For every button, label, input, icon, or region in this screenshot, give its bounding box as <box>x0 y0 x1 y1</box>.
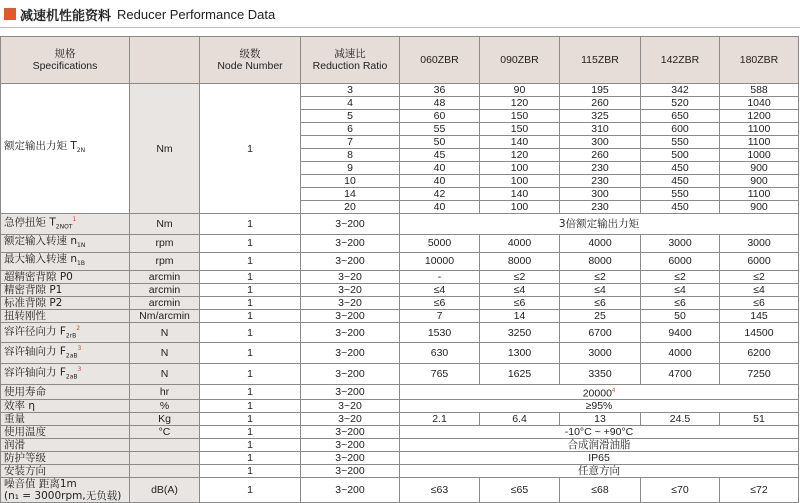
table-row <box>1 426 799 439</box>
table-cell: 3~200 <box>301 309 400 322</box>
table-cell: ≤2 <box>641 270 720 283</box>
table-cell: 8000 <box>560 252 641 270</box>
cell-text: 2aB <box>65 352 78 360</box>
cell-text: 急停扭矩 T <box>4 216 56 229</box>
table-cell: 900 <box>720 162 799 175</box>
table-cell: 1 <box>200 400 301 413</box>
table-cell: ≤4 <box>480 283 560 296</box>
table-cell: ≤6 <box>641 296 720 309</box>
table-cell: 40 <box>400 175 480 188</box>
table-cell: 1 <box>200 363 301 384</box>
table-cell: 1 <box>200 309 301 322</box>
table-cell: 10 <box>301 175 400 188</box>
table-cell: 900 <box>720 201 799 214</box>
table-cell: 标准背隙 P2 <box>1 296 130 309</box>
table-row <box>1 478 799 503</box>
performance-table <box>0 36 799 503</box>
table-cell: 3250 <box>480 322 560 343</box>
table-row <box>1 439 799 452</box>
table-cell: 1000 <box>720 149 799 162</box>
table-cell: 51 <box>720 413 799 426</box>
table-cell: ≤6 <box>720 296 799 309</box>
table-cell: 150 <box>480 110 560 123</box>
cell-text: 2aB <box>65 373 78 381</box>
table-cell: 14500 <box>720 322 799 343</box>
table-cell: 3350 <box>560 363 641 384</box>
table-row <box>1 234 799 252</box>
table-cell: 50 <box>641 309 720 322</box>
table-cell: 310 <box>560 123 641 136</box>
table-cell: rpm <box>130 234 200 252</box>
table-cell: 450 <box>641 201 720 214</box>
table-cell: 使用温度 <box>1 426 130 439</box>
table-cell: 120 <box>480 149 560 162</box>
table-cell: hr <box>130 384 200 400</box>
cell-text: 3 <box>77 345 82 353</box>
table-cell: Kg <box>130 413 200 426</box>
table-cell: 重量 <box>1 413 130 426</box>
cell-unit: Nm <box>130 84 200 214</box>
title-en: Reducer Performance Data <box>117 6 276 22</box>
table-cell: ≤2 <box>480 270 560 283</box>
table-cell: 230 <box>560 201 641 214</box>
cell-span: 合成润滑油脂 <box>400 439 799 452</box>
table-cell: 650 <box>641 110 720 123</box>
header-node: 级数 Node Number <box>200 37 301 84</box>
table-cell: 140 <box>480 136 560 149</box>
table-cell: 1625 <box>480 363 560 384</box>
table-cell: 450 <box>641 162 720 175</box>
table-cell: 1 <box>200 283 301 296</box>
table-cell: ≤72 <box>720 478 799 503</box>
table-cell: 1 <box>200 426 301 439</box>
table-cell: ≤6 <box>400 296 480 309</box>
table-row <box>1 283 799 296</box>
table-cell <box>1 322 130 343</box>
cell-text: 1N <box>77 241 86 249</box>
table-row <box>1 309 799 322</box>
table-cell: 40 <box>400 201 480 214</box>
table-cell: 230 <box>560 162 641 175</box>
table-cell: 1 <box>200 234 301 252</box>
cell-text: 1 <box>72 216 77 223</box>
cell-text: 3 <box>77 365 82 373</box>
table-cell: 1 <box>200 252 301 270</box>
table-cell: 3~20 <box>301 400 400 413</box>
table-cell: 4000 <box>480 234 560 252</box>
table-cell: 3~200 <box>301 234 400 252</box>
cell-span: 3倍额定输出力矩 <box>400 214 799 235</box>
table-cell: ≤65 <box>480 478 560 503</box>
table-cell: 55 <box>400 123 480 136</box>
table-row <box>1 252 799 270</box>
table-cell: 25 <box>560 309 641 322</box>
table-cell: 4000 <box>560 234 641 252</box>
table-cell: 24.5 <box>641 413 720 426</box>
table-cell <box>130 439 200 452</box>
table-cell: 6000 <box>720 252 799 270</box>
table-cell: 1530 <box>400 322 480 343</box>
table-cell: 6000 <box>641 252 720 270</box>
table-cell: 9 <box>301 162 400 175</box>
table-cell: 765 <box>400 363 480 384</box>
table-cell <box>1 363 130 384</box>
table-cell: 1100 <box>720 136 799 149</box>
table-cell: 260 <box>560 149 641 162</box>
table-cell: 3~200 <box>301 465 400 478</box>
header-unit-blank <box>130 37 200 84</box>
table-cell: 550 <box>641 136 720 149</box>
table-cell: 精密背隙 P1 <box>1 283 130 296</box>
table-cell: 520 <box>641 97 720 110</box>
table-cell: 3000 <box>560 343 641 364</box>
table-cell: 1 <box>200 384 301 400</box>
table-cell: 300 <box>560 188 641 201</box>
table-cell: 1200 <box>720 110 799 123</box>
table-cell: 100 <box>480 201 560 214</box>
table-cell: 6 <box>301 123 400 136</box>
table-cell: 140 <box>480 188 560 201</box>
table-cell: 150 <box>480 123 560 136</box>
cell-text: 容许径向力 F <box>4 325 66 338</box>
table-row <box>1 322 799 343</box>
table-cell <box>1 252 130 270</box>
table-cell: 300 <box>560 136 641 149</box>
table-cell: 630 <box>400 343 480 364</box>
table-cell: Nm <box>130 214 200 235</box>
page-title <box>4 4 275 24</box>
table-cell: 3~20 <box>301 296 400 309</box>
title-cn: 减速机性能资料 <box>20 8 112 24</box>
table-cell: ≤70 <box>641 478 720 503</box>
table-cell: dB(A) <box>130 478 200 503</box>
table-cell: 195 <box>560 84 641 97</box>
cell-text: 2rB <box>65 332 77 340</box>
cell-span: 任意方向 <box>400 465 799 478</box>
table-cell: 3~200 <box>301 426 400 439</box>
table-cell: ≤4 <box>560 283 641 296</box>
table-cell: ≤2 <box>720 270 799 283</box>
cell-text: 2NOT <box>55 223 73 231</box>
table-cell: 3~200 <box>301 214 400 235</box>
table-cell: 1 <box>200 452 301 465</box>
title-divider <box>0 27 800 28</box>
table-cell: 3~200 <box>301 322 400 343</box>
table-cell: 3~20 <box>301 283 400 296</box>
cell-text: 容许轴向力 F <box>4 366 66 379</box>
table-cell: ≤6 <box>480 296 560 309</box>
table-cell: 3~20 <box>301 413 400 426</box>
header-model: 115ZBR <box>560 37 641 84</box>
row-label-noise <box>1 478 130 503</box>
table-cell: Nm/arcmin <box>130 309 200 322</box>
table-cell: 1 <box>200 296 301 309</box>
table-cell: 40 <box>400 162 480 175</box>
table-cell: % <box>130 400 200 413</box>
table-cell: - <box>400 270 480 283</box>
table-cell: 7250 <box>720 363 799 384</box>
table-cell: 5 <box>301 110 400 123</box>
table-cell <box>1 343 130 364</box>
cell-text: 最大输入转速 n <box>4 252 77 265</box>
table-cell: 1100 <box>720 123 799 136</box>
table-row <box>1 214 799 235</box>
table-cell: 13 <box>560 413 641 426</box>
cell-text: 2 <box>76 324 81 332</box>
cell-span: IP65 <box>400 452 799 465</box>
table-cell: ≤68 <box>560 478 641 503</box>
table-cell: 60 <box>400 110 480 123</box>
table-cell: 1 <box>200 413 301 426</box>
table-cell: 防护等级 <box>1 452 130 465</box>
table-cell: °C <box>130 426 200 439</box>
table-cell: 450 <box>641 175 720 188</box>
table-cell: 1 <box>200 343 301 364</box>
table-row <box>1 343 799 364</box>
table-cell: 900 <box>720 175 799 188</box>
table-cell: 1300 <box>480 343 560 364</box>
table-cell: arcmin <box>130 283 200 296</box>
table-cell: 1 <box>200 478 301 503</box>
table-cell: 1040 <box>720 97 799 110</box>
cell-text: 1B <box>77 259 85 267</box>
cell-span <box>400 384 799 400</box>
table-cell: 600 <box>641 123 720 136</box>
table-cell: 3~200 <box>301 439 400 452</box>
table-cell: 1 <box>200 270 301 283</box>
table-cell: 100 <box>480 162 560 175</box>
cell-span: ≥95% <box>400 400 799 413</box>
table-cell: 500 <box>641 149 720 162</box>
table-cell: 588 <box>720 84 799 97</box>
table-cell: 100 <box>480 175 560 188</box>
table-cell: 36 <box>400 84 480 97</box>
table-cell: 3~20 <box>301 270 400 283</box>
table-cell: 260 <box>560 97 641 110</box>
table-cell: 4000 <box>641 343 720 364</box>
table-cell: 2.1 <box>400 413 480 426</box>
table-row <box>1 84 799 97</box>
cell-text: 额定输入转速 n <box>4 234 77 247</box>
table-cell: 3000 <box>641 234 720 252</box>
table-cell: 效率 η <box>1 400 130 413</box>
table-row <box>1 413 799 426</box>
table-cell <box>130 465 200 478</box>
table-row <box>1 270 799 283</box>
table-cell: 14 <box>480 309 560 322</box>
table-cell: N <box>130 363 200 384</box>
table-cell: 45 <box>400 149 480 162</box>
cell-text: 2N <box>76 147 86 155</box>
table-cell: 9400 <box>641 322 720 343</box>
table-row <box>1 465 799 478</box>
table-cell: 使用寿命 <box>1 384 130 400</box>
table-cell: 3~200 <box>301 384 400 400</box>
header-model: 180ZBR <box>720 37 799 84</box>
table-cell: ≤63 <box>400 478 480 503</box>
header-spec: 规格 Specifications <box>1 37 130 84</box>
header-model: 060ZBR <box>400 37 480 84</box>
table-cell: 120 <box>480 97 560 110</box>
table-cell: 8 <box>301 149 400 162</box>
table-cell: arcmin <box>130 296 200 309</box>
table-cell: 90 <box>480 84 560 97</box>
cell-text: 20000 <box>582 387 612 400</box>
table-cell: N <box>130 322 200 343</box>
cell-text: 噪音值 距离1m <box>4 478 77 491</box>
table-cell <box>130 452 200 465</box>
table-cell: 8000 <box>480 252 560 270</box>
table-cell: 6700 <box>560 322 641 343</box>
table-cell: 润滑 <box>1 439 130 452</box>
table-cell: 230 <box>560 175 641 188</box>
table-cell: 550 <box>641 188 720 201</box>
table-row <box>1 296 799 309</box>
table-cell: 1 <box>200 465 301 478</box>
table-cell: 7 <box>400 309 480 322</box>
table-cell: ≤2 <box>560 270 641 283</box>
table-cell: 3~200 <box>301 343 400 364</box>
table-cell: 1 <box>200 439 301 452</box>
table-cell: 50 <box>400 136 480 149</box>
table-row <box>1 384 799 400</box>
table-cell: arcmin <box>130 270 200 283</box>
table-cell: 342 <box>641 84 720 97</box>
cell-node: 1 <box>200 84 301 214</box>
table-row <box>1 363 799 384</box>
table-cell: 145 <box>720 309 799 322</box>
table-cell: 42 <box>400 188 480 201</box>
table-cell: 扭转刚性 <box>1 309 130 322</box>
table-cell: 3~200 <box>301 252 400 270</box>
table-cell: 3000 <box>720 234 799 252</box>
cell-text: 容许轴向力 F <box>4 345 66 358</box>
table-cell: 4 <box>301 97 400 110</box>
table-cell: 1 <box>200 214 301 235</box>
table-row <box>1 452 799 465</box>
table-cell: 安装方向 <box>1 465 130 478</box>
header-ratio: 减速比 Reduction Ratio <box>301 37 400 84</box>
row-label-estop <box>1 214 130 235</box>
row-label-torque <box>1 84 130 214</box>
table-cell: 1100 <box>720 188 799 201</box>
table-cell: ≤6 <box>560 296 641 309</box>
table-cell: 14 <box>301 188 400 201</box>
header-model: 142ZBR <box>641 37 720 84</box>
table-cell: 5000 <box>400 234 480 252</box>
table-cell: ≤4 <box>720 283 799 296</box>
cell-span: -10°C ~ +90°C <box>400 426 799 439</box>
table-cell: 3 <box>301 84 400 97</box>
table-cell: 20 <box>301 201 400 214</box>
table-cell: 4700 <box>641 363 720 384</box>
cell-text: (n₁ = 3000rpm,无负载) <box>4 490 122 503</box>
table-row <box>1 400 799 413</box>
cell-text: 额定输出力矩 T <box>4 139 77 152</box>
cell-text: 4 <box>611 387 616 394</box>
table-cell: 1 <box>200 322 301 343</box>
table-cell: ≤4 <box>641 283 720 296</box>
table-cell: 6.4 <box>480 413 560 426</box>
table-cell: 325 <box>560 110 641 123</box>
table-cell: 3~200 <box>301 452 400 465</box>
header-model: 090ZBR <box>480 37 560 84</box>
table-cell: 3~200 <box>301 478 400 503</box>
table-cell <box>1 234 130 252</box>
table-cell: 3~200 <box>301 363 400 384</box>
table-cell: N <box>130 343 200 364</box>
table-cell: 超精密背隙 P0 <box>1 270 130 283</box>
table-cell: ≤4 <box>400 283 480 296</box>
table-cell: 7 <box>301 136 400 149</box>
table-cell: 48 <box>400 97 480 110</box>
table-cell: 10000 <box>400 252 480 270</box>
title-marker-icon <box>4 8 16 20</box>
table-cell: rpm <box>130 252 200 270</box>
table-cell: 6200 <box>720 343 799 364</box>
